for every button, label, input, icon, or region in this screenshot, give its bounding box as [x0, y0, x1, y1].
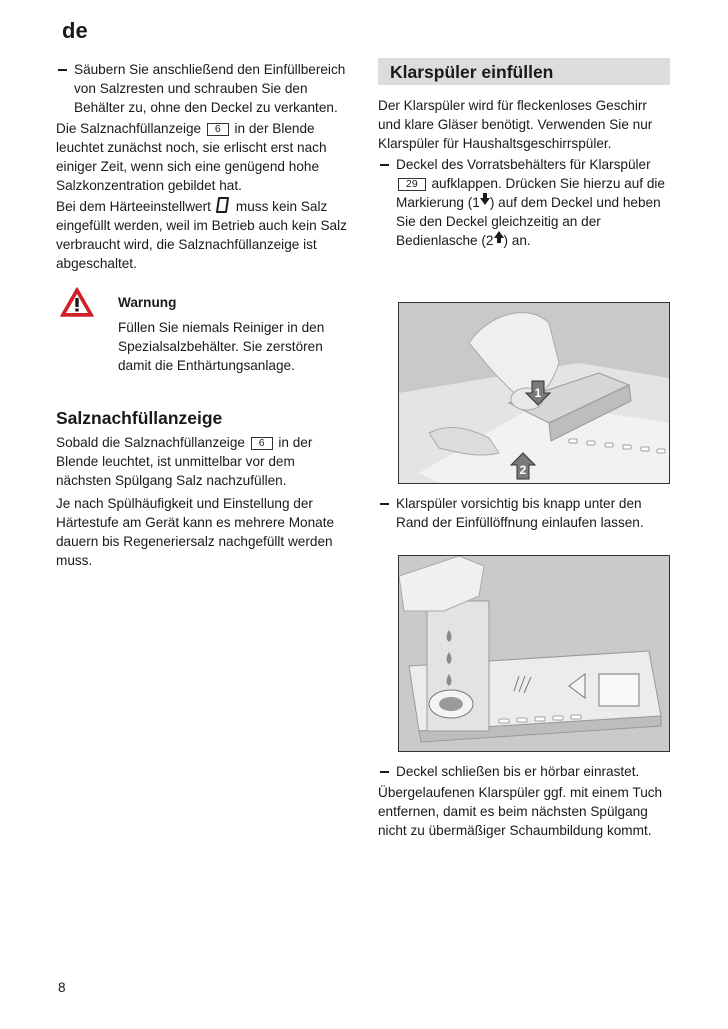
warning-triangle-icon: [60, 287, 94, 317]
arrow-down-icon: [480, 193, 490, 205]
instruction-clean-filler: Säubern Sie anschließend den Einfüllbereich von Salzresten und schrauben Sie den Behälter zu, ohne den Deckel zu verkanten.: [56, 60, 352, 117]
close-section: [378, 762, 673, 840]
open-lid-text-4: ) an.: [503, 233, 531, 248]
language-code: de: [62, 18, 88, 43]
figure-label-2: 2: [519, 463, 527, 477]
overflow-paragraph: Übergelaufenen Klarspüler ggf. mit einem Tuch entfernen, damit es beim nächsten Spülgang nicht zu übermäßiger Schaumbildung kommt.: [378, 785, 663, 838]
warning-block: [56, 287, 352, 393]
reference-box: 6: [207, 123, 229, 136]
section-title-rinse-aid: Klarspüler einfüllen: [390, 62, 554, 82]
open-lid-text-3: ) auf dem Deckel und heben Sie den Deckel gleichzeitig an der Bedienlasche (2: [396, 195, 661, 248]
salt-indicator-text-2: in der Blende leuchtet, ist unmittelbar vor dem nächsten Spülgang Salz nachzufüllen.: [56, 435, 313, 488]
warning-text: Füllen Sie niemals Reiniger in den Spezialsalzbehälter. Sie zerstören damit die Enthärtungsanlage.: [118, 320, 325, 373]
indicator-paragraph: [56, 119, 352, 195]
hardness-text-2: muss kein Salz eingefüllt werden, weil im Betrieb auch kein Salz verbraucht wird, die Salznachfüllanzeige ist abgeschaltet.: [56, 199, 347, 271]
right-column: [378, 96, 673, 250]
rinse-aid-intro: Der Klarspüler wird für fleckenloses Geschirr und klare Gläser benötigt. Verwenden Sie nur Klarspüler für Haushaltsgeschirrspüler.: [378, 98, 653, 151]
rinse-aid-heading-band: [378, 58, 670, 85]
open-lid-text-1: Deckel des Vorratsbehälters für Klarspüler: [396, 157, 651, 172]
instruction-open-lid: [378, 155, 673, 250]
hardness-zero-display-icon: [216, 197, 229, 213]
instruction-close-lid: Deckel schließen bis er hörbar einrastet.: [378, 762, 673, 781]
pour-instruction-wrap: [378, 494, 673, 532]
figure-open-rinse-aid-lid: [398, 302, 670, 484]
hardness-paragraph: [56, 197, 352, 273]
arrow-up-icon: [494, 231, 504, 243]
figure-pour-rinse-aid: [398, 555, 670, 752]
section-title-salt-indicator: Salznachfüllanzeige: [56, 408, 223, 428]
reference-box: 29: [398, 178, 426, 191]
page-number: 8: [58, 980, 66, 995]
refill-interval-paragraph: Je nach Spülhäufigkeit und Einstellung der Härtestufe am Gerät kann es mehrere Monate dauern bis Regeneriersalz nachgefüllt werden muss.: [56, 496, 335, 568]
instruction-pour-rinse-aid: Klarspüler vorsichtig bis knapp unter den Rand der Einfüllöffnung einlaufen lassen.: [378, 494, 673, 532]
hardness-text-1: Bei dem Härteeinstellwert: [56, 199, 211, 214]
open-lid-text-2: aufklappen. Drücken Sie hierzu auf die Markierung (1: [396, 176, 665, 210]
salt-indicator-text-1: Sobald die Salznachfüllanzeige: [56, 435, 245, 450]
warning-title: Warnung: [118, 295, 177, 310]
figure-label-1: 1: [534, 386, 542, 400]
left-column: [56, 60, 352, 570]
reference-box: 6: [251, 437, 273, 450]
indicator-text-1: Die Salznachfüllanzeige: [56, 121, 202, 136]
indicator-text-2: in der Blende leuchtet zunächst noch, sie erlischt erst nach einiger Zeit, wenn sich eine genügend hohe Salzkonzentration gebildet hat.: [56, 121, 327, 193]
salt-indicator-paragraph: [56, 433, 352, 490]
